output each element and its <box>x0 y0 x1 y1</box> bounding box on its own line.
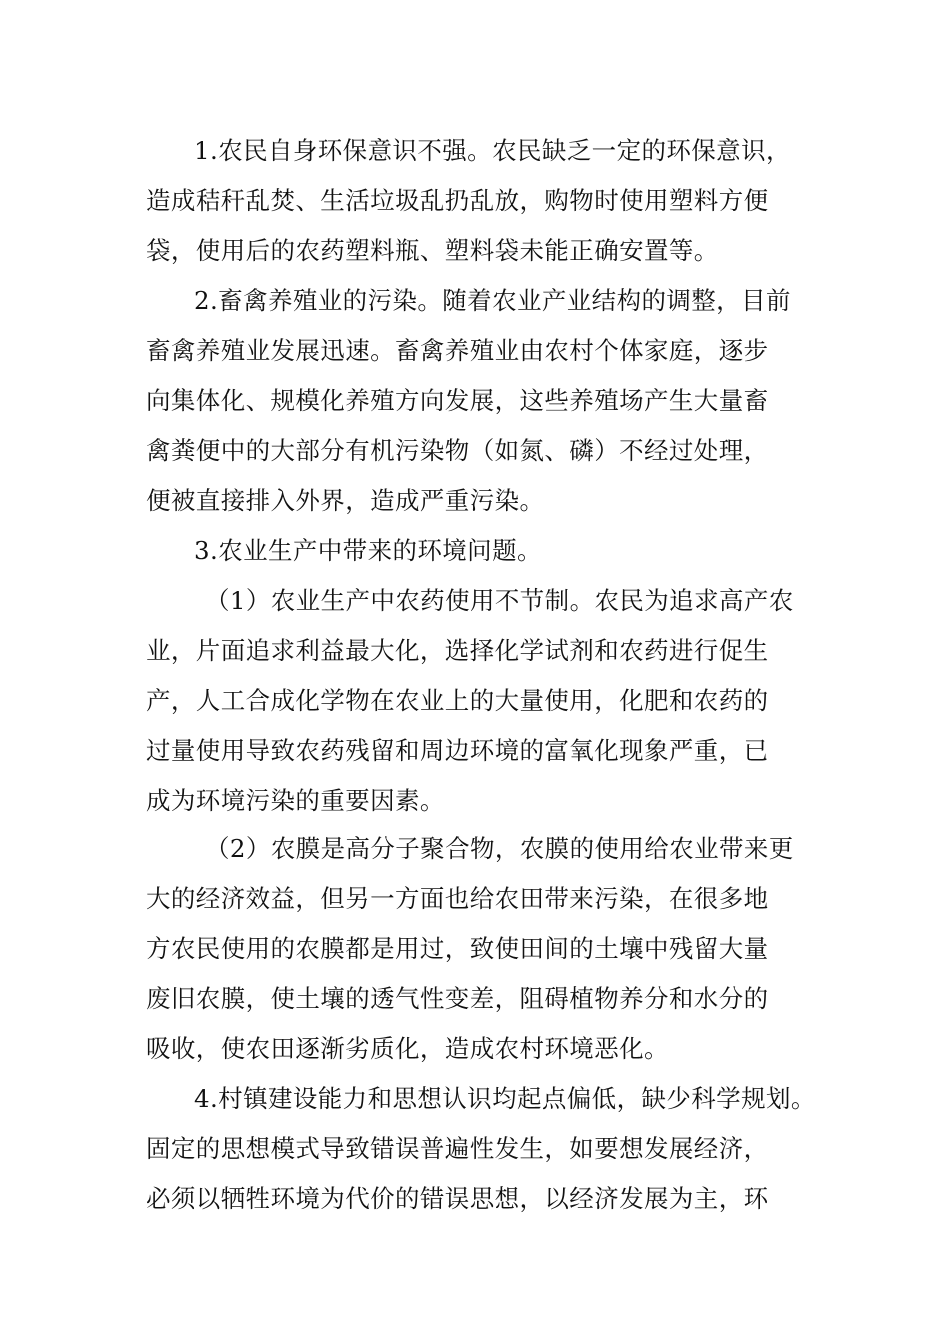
text-line: 业，片面追求利益最大化，选择化学试剂和农药进行促生 <box>146 636 769 665</box>
text-line: 大的经济效益，但另一方面也给农田带来污染，在很多地 <box>146 884 769 913</box>
text-line: 吸收，使农田逐渐劣质化，造成农村环境恶化。 <box>146 1034 669 1063</box>
text-line: 便被直接排入外界，造成严重污染。 <box>146 486 545 515</box>
text-line: 方农民使用的农膜都是用过，致使田间的土壤中残留大量 <box>146 934 769 963</box>
text-line: 禽粪便中的大部分有机污染物（如氮、磷）不经过处理， <box>146 436 769 465</box>
text-line: 产，人工合成化学物在农业上的大量使用，化肥和农药的 <box>146 686 769 715</box>
text-line: 4.村镇建设能力和思想认识均起点偏低，缺少科学规划。 <box>194 1084 816 1113</box>
text-line: 固定的思想模式导致错误普遍性发生，如要想发展经济， <box>146 1134 769 1163</box>
text-line: 袋，使用后的农药塑料瓶、塑料袋未能正确安置等。 <box>146 236 719 265</box>
text-line: 废旧农膜，使土壤的透气性变差，阻碍植物养分和水分的 <box>146 984 769 1013</box>
text-line: 2.畜禽养殖业的污染。随着农业产业结构的调整，目前 <box>194 286 791 315</box>
text-line: 1.农民自身环保意识不强。农民缺乏一定的环保意识， <box>194 136 791 165</box>
text-line: （1）农业生产中农药使用不节制。农民为追求高产农 <box>205 586 794 615</box>
text-line: （2）农膜是高分子聚合物，农膜的使用给农业带来更 <box>205 834 794 863</box>
text-line: 成为环境污染的重要因素。 <box>146 786 445 815</box>
text-line: 3.农业生产中带来的环境问题。 <box>194 536 542 565</box>
text-line: 向集体化、规模化养殖方向发展，这些养殖场产生大量畜 <box>146 386 769 415</box>
text-line: 造成秸秆乱焚、生活垃圾乱扔乱放，购物时使用塑料方便 <box>146 186 769 215</box>
text-line: 必须以牺牲环境为代价的错误思想，以经济发展为主，环 <box>146 1184 769 1213</box>
text-line: 过量使用导致农药残留和周边环境的富氧化现象严重，已 <box>146 736 769 765</box>
text-line: 畜禽养殖业发展迅速。畜禽养殖业由农村个体家庭，逐步 <box>146 336 769 365</box>
